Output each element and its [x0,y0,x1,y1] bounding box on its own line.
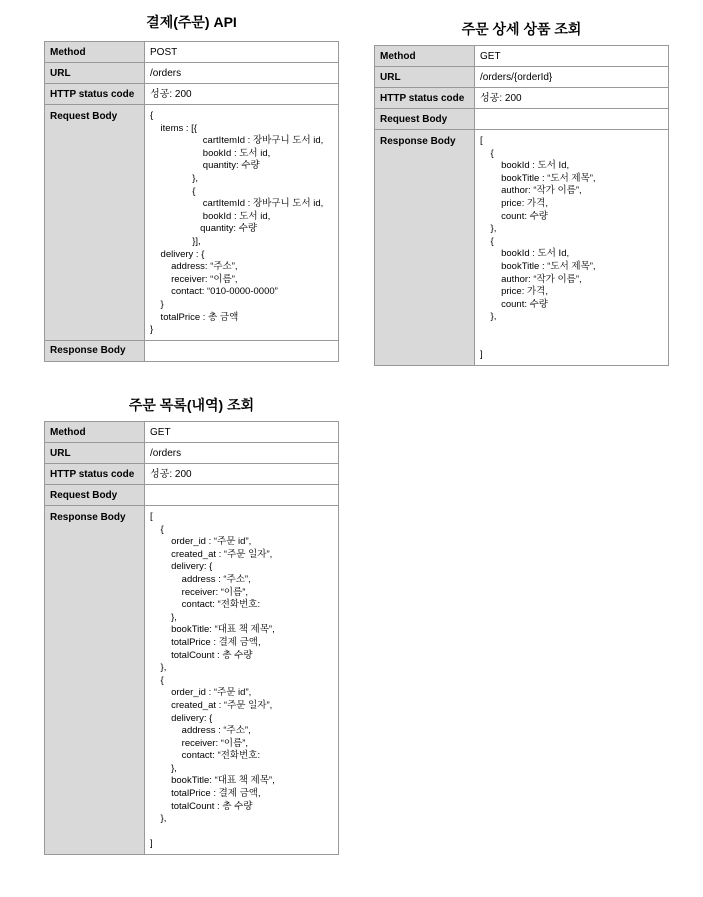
status-label: HTTP status code [45,464,145,485]
request-body-label: Request Body [375,109,475,130]
response-body-label: Response Body [45,506,145,855]
order-detail-table [374,45,669,366]
url-label: URL [375,67,475,88]
order-list-table [44,421,339,855]
request-body-value [475,109,669,130]
status-value: 성공: 200 [145,84,339,105]
status-row [45,84,339,105]
request-body-label: Request Body [45,485,145,506]
method-value: GET [145,422,339,443]
url-label: URL [45,443,145,464]
url-row [45,63,339,84]
request-body-value [145,485,339,506]
url-row [375,67,669,88]
url-value: /orders [145,63,339,84]
status-row [375,88,669,109]
request-body-row [45,485,339,506]
response-body-value [145,340,339,361]
method-label: Method [45,422,145,443]
request-body-row [45,105,339,341]
url-label: URL [45,63,145,84]
status-label: HTTP status code [375,88,475,109]
status-label: HTTP status code [45,84,145,105]
method-value: POST [145,42,339,63]
method-row [45,422,339,443]
response-body-label: Response Body [45,340,145,361]
method-row [45,42,339,63]
order-list-title: 주문 목록(내역) 조회 [128,397,255,413]
method-label: Method [375,46,475,67]
status-value: 성공: 200 [145,464,339,485]
response-body-row [375,130,669,366]
response-body-value: [ { bookId : 도서 Id, bookTitle : “도서 제목”, author: “작가 이름”, price: 가격, count: 수량 }, { bookId : 도서 Id, bookTitle : “도서 제목”, author: “작가 이름”, price: 가격, count: 수량 }, ] [475,130,669,366]
request-body-value: { items : [{ cartItemId : 장바구니 도서 id, bookId : 도서 id, quantity: 수량 }, { cartItemId : 장바구니 도서 id, bookId : 도서 id, quantity: 수량 }], delivery : { address: “주소”, receiver: “이름”, contact: “010-0000-0000” } totalPrice : 총 금액 } [145,105,339,341]
payment-api-table [44,41,339,362]
response-body-value: [ { order_id : “주문 id”, created_at : “주문 일자”, delivery: { address : “주소”, receiver: “이름”, contact: “전화번호: }, bookTitle: “대표 책 제목”, totalPrice : 결제 금액, totalCount : 총 수량 }, { order_id : “주문 id”, created_at : “주문 일자”, delivery: { address : “주소”, receiver: “이름”, contact: “전화번호: }, bookTitle: “대표 책 제목”, totalPrice : 결제 금액, totalCount : 총 수량 }, ] [145,506,339,855]
method-row [375,46,669,67]
order-detail-title: 주문 상세 상품 조회 [461,21,582,37]
status-row [45,464,339,485]
method-value: GET [475,46,669,67]
url-value: /orders/{orderId} [475,67,669,88]
url-value: /orders [145,443,339,464]
method-label: Method [45,42,145,63]
request-body-label: Request Body [45,105,145,341]
url-row [45,443,339,464]
response-body-label: Response Body [375,130,475,366]
status-value: 성공: 200 [475,88,669,109]
response-body-row [45,340,339,361]
payment-api-title: 결제(주문) API [146,14,237,30]
request-body-row [375,109,669,130]
response-body-row [45,506,339,855]
